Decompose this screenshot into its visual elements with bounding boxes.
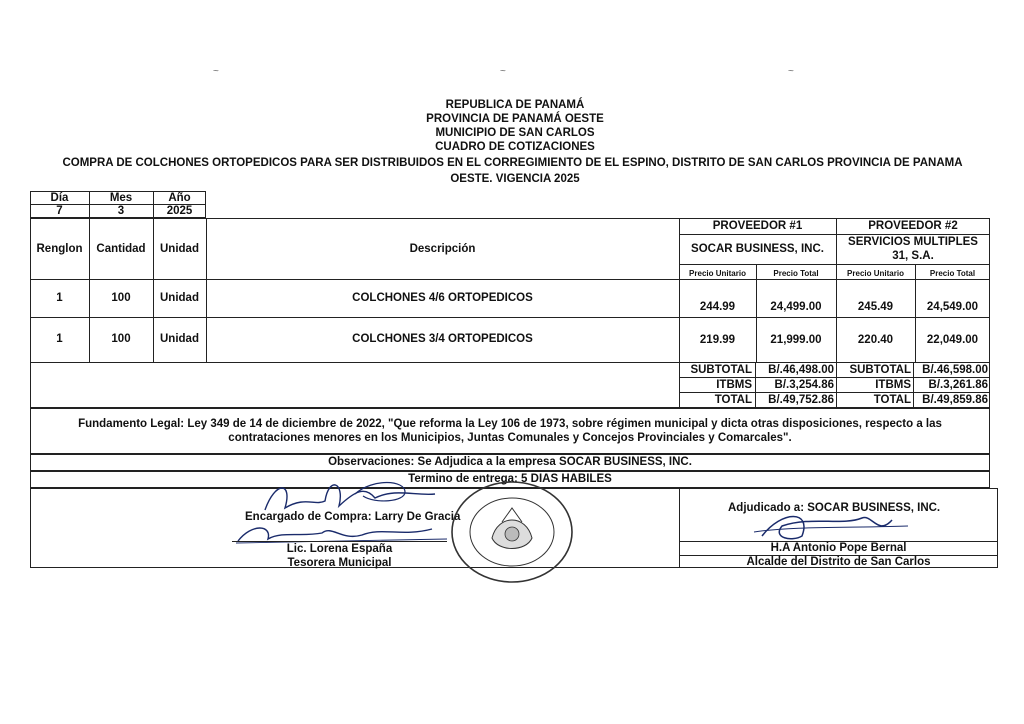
row-1-cantidad: 100 <box>111 292 131 304</box>
treasurer-title: Tesorera Municipal <box>287 557 392 569</box>
row-2-renglon: 1 <box>56 333 63 345</box>
row-1-unidad: Unidad <box>160 292 199 304</box>
row-2-p2-total: 22,049.00 <box>926 334 979 346</box>
row-1-p1-total: 24,499.00 <box>770 301 822 313</box>
row-1-renglon: 1 <box>56 292 63 304</box>
p1-total-price-header: Precio Total <box>773 269 819 278</box>
header-municipality: MUNICIPIO DE SAN CARLOS <box>435 127 595 139</box>
header-subject-line1: COMPRA DE COLCHONES ORTOPEDICOS PARA SER DISTRIBUIDOS EN EL CORREGIMIENTO DE EL ESPINO, DISTRITO DE SAN CARLOS PROVINCIA DE PANAMA <box>62 157 963 169</box>
column-header-cantidad: Cantidad <box>96 243 146 255</box>
legal-basis-box <box>30 408 990 454</box>
provider-2-label: PROVEEDOR #2 <box>868 220 958 232</box>
p1-itbms-label: ITBMS <box>716 379 752 391</box>
p1-subtotal-value: B/.46,498.00 <box>768 364 834 376</box>
buyer-signature-label: Encargado de Compra: Larry De Gracia <box>245 511 461 523</box>
date-day-label: Día <box>50 192 69 204</box>
provider-1-name: SOCAR BUSINESS, INC. <box>691 243 824 255</box>
p1-total-value: B/.49,752.86 <box>768 394 834 406</box>
legal-basis-line1: Fundamento Legal: Ley 349 de 14 de diciembre de 2022, "Que reforma la Ley 106 de 1973, sobre régimen municipal y dicta otras disposiciones, respecto a las <box>78 418 942 430</box>
treasurer-name: Lic. Lorena España <box>286 543 393 555</box>
p2-total-price-header: Precio Total <box>929 269 976 278</box>
mayor-signature <box>752 506 912 546</box>
date-year-label: Año <box>168 192 191 204</box>
row-2-unidad: Unidad <box>160 333 199 345</box>
buyer-signature <box>255 476 455 516</box>
mayor-name: H.A Antonio Pope Bernal <box>770 542 907 554</box>
header-subject-line2: OESTE. VIGENCIA 2025 <box>450 173 580 185</box>
municipal-seal <box>448 478 576 586</box>
p2-subtotal-value: B/.46,598.00 <box>922 364 988 376</box>
scan-mark: ~ <box>213 66 219 77</box>
row-1-p2-unit: 245.49 <box>857 301 894 313</box>
date-year-value: 2025 <box>166 205 193 217</box>
row-1-descripcion: COLCHONES 4/6 ORTOPEDICOS <box>352 292 533 304</box>
column-header-descripcion: Descripción <box>409 243 476 255</box>
p1-total-label: TOTAL <box>714 394 752 406</box>
scan-mark: ~ <box>788 66 794 77</box>
provider-2-name-line1: SERVICIOS MULTIPLES <box>848 236 978 248</box>
row-2-cantidad: 100 <box>111 333 131 345</box>
p2-total-value: B/.49,859.86 <box>922 394 988 406</box>
p1-unit-price-header: Precio Unitario <box>689 269 746 278</box>
row-2-p1-unit: 219.99 <box>699 334 736 346</box>
row-1-p2-total: 24,549.00 <box>926 301 979 313</box>
mayor-title: Alcalde del Distrito de San Carlos <box>746 556 931 568</box>
delivery-term-text: Termino de entrega: 5 DIAS HABILES <box>408 473 612 485</box>
observations-text: Observaciones: Se Adjudica a la empresa SOCAR BUSINESS, INC. <box>328 456 692 468</box>
column-header-renglon: Renglon <box>36 243 83 255</box>
row-2-p2-unit: 220.40 <box>857 334 894 346</box>
row-2-p1-total: 21,999.00 <box>770 334 822 346</box>
date-month-value: 3 <box>117 205 125 217</box>
column-header-unidad: Unidad <box>160 243 199 255</box>
date-day-value: 7 <box>56 205 63 217</box>
row-2-descripcion: COLCHONES 3/4 ORTOPEDICOS <box>352 333 533 345</box>
p2-unit-price-header: Precio Unitario <box>847 269 904 278</box>
p1-subtotal-label: SUBTOTAL <box>690 364 752 376</box>
scan-mark: ~ <box>500 66 506 77</box>
header-republic: REPUBLICA DE PANAMÁ <box>445 99 585 111</box>
p2-itbms-label: ITBMS <box>875 379 911 391</box>
provider-1-label: PROVEEDOR #1 <box>712 220 803 232</box>
p2-total-label: TOTAL <box>873 394 911 406</box>
p2-subtotal-label: SUBTOTAL <box>849 364 911 376</box>
p2-itbms-value: B/.3,261.86 <box>928 379 988 391</box>
row-1-p1-unit: 244.99 <box>699 301 736 313</box>
awarded-to-text: Adjudicado a: SOCAR BUSINESS, INC. <box>728 502 941 514</box>
p1-itbms-value: B/.3,254.86 <box>774 379 834 391</box>
header-document-title: CUADRO DE COTIZACIONES <box>435 141 595 153</box>
legal-basis-line2: contrataciones menores en los Municipios, Juntas Comunales y Concejos Provinciales y Comarcales". <box>228 432 792 444</box>
provider-2-name-line2: 31, S.A. <box>892 250 934 262</box>
date-month-label: Mes <box>109 192 133 204</box>
header-province: PROVINCIA DE PANAMÁ OESTE <box>426 113 604 125</box>
